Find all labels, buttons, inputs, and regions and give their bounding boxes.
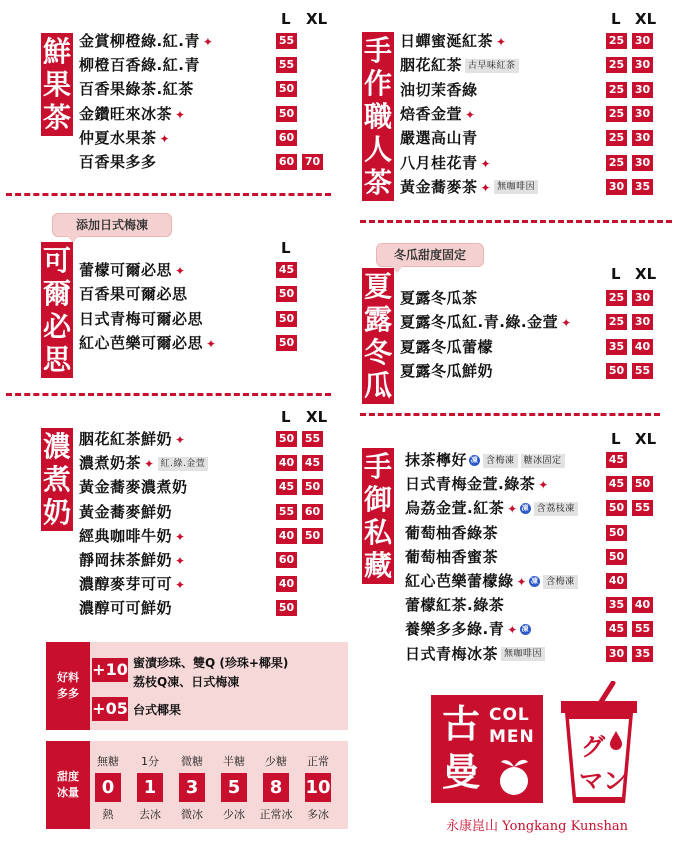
price-xl: 30 [632,82,653,98]
calpis-title [41,242,73,378]
title-char: 可 [42,244,71,277]
price-l: 40 [276,576,297,592]
price-l: 25 [606,57,627,73]
ice-label: 熱 [102,808,114,821]
menu-item-name: 日蟬蜜涎紅茶 [400,32,494,50]
star-icon: ✦ [516,575,528,589]
menu-item[interactable] [79,428,186,450]
menu-item[interactable] [405,570,578,592]
sweetness-label: 甜度 冰量 [46,741,90,829]
menu-item[interactable] [79,259,186,281]
menu-item[interactable] [79,525,186,547]
sweetness-box [46,741,348,829]
star-icon: ✦ [496,35,507,49]
price-l: 50 [276,106,297,122]
star-icon: ✦ [175,433,186,447]
wintermelon-title [362,268,394,404]
price-xl: 55 [302,431,323,447]
sugar-level-box: 0 [95,773,121,802]
price-xl: 55 [632,500,653,516]
menu-item-name: 嚴選高山青 [400,129,478,148]
menu-item[interactable] [79,308,203,330]
star-icon: ✦ [480,180,492,195]
price-xl: 55 [632,621,653,637]
price-xl: 45 [302,455,323,471]
price-l: 50 [276,311,297,327]
divider [6,193,331,196]
price-xl: 35 [632,646,653,662]
price-l: 40 [276,528,297,544]
price-xl: 70 [302,154,323,170]
price-l: 55 [276,57,297,73]
price-l: 45 [606,621,627,637]
star-icon: ✦ [507,623,518,638]
wintermelon-note: 冬瓜甜度固定 [376,243,484,267]
price-xl: 30 [632,314,653,330]
menu-item-name: 黃金蕎麥鮮奶 [79,502,173,521]
price-xl: 40 [632,597,653,613]
sugar-level-box: 3 [179,773,205,802]
topping-price-10: +10 [92,658,128,682]
price-l: 55 [276,33,297,49]
price-l: 45 [276,479,297,495]
price-l: 45 [276,262,297,278]
menu-item-name: 夏露冬瓜鮮奶 [400,361,494,380]
menu-item-name: 日式青梅可爾必思 [79,309,204,328]
price-xl: 35 [632,179,653,195]
menu-item[interactable] [405,618,531,640]
menu-item-name: 胭花紅茶鮮奶 [79,430,173,448]
price-xl: 30 [632,33,653,49]
logo-en-bottom: MEN [489,727,535,747]
item-tag: 古早味紅茶 [465,59,519,73]
title-char: 手 [363,450,392,483]
title-char: 人 [363,133,392,166]
menu-item-name: 八月桂花青 [400,153,478,172]
price-l: 55 [276,504,297,520]
menu-item-name: 百香果可爾必思 [79,285,188,304]
title-char: 濃 [42,430,71,463]
price-l: 60 [276,154,297,170]
ice-label: 正常冰 [259,808,293,821]
menu-item[interactable] [79,452,208,474]
price-l: 35 [606,597,627,613]
topping-desc-10b: 荔枝Q凍、日式梅凍 [133,675,240,689]
title-char: 果 [42,68,71,101]
sugar-label: 半糖 [223,755,245,768]
size-header-l: L [611,10,621,28]
menu-item-name: 紅心芭樂可爾必思 [79,333,204,352]
menu-item[interactable] [400,152,491,174]
title-char: 爾 [42,277,71,310]
price-xl: 30 [632,155,653,171]
menu-item-name: 紅心芭樂蕾檬綠 [405,572,514,590]
divider [360,220,672,223]
price-l: 50 [276,335,297,351]
sugar-label: 少糖 [265,755,287,768]
menu-item-name: 養樂多多綠.青 [405,620,505,639]
menu-item[interactable] [79,103,186,125]
menu-item[interactable] [79,501,172,523]
sugar-label: 1分 [141,755,159,768]
title-char: 作 [363,67,392,100]
menu-item[interactable] [405,546,498,568]
menu-item[interactable] [405,643,545,665]
menu-item[interactable] [400,103,476,125]
star-icon: ✦ [538,478,549,493]
menu-item-name: 仲夏水果茶 [79,128,157,147]
title-char: 思 [42,343,71,376]
menu-item-name: 金鑽旺來冰茶 [79,104,173,123]
title-char: 鮮 [42,35,71,68]
toppings-label: 好料 多多 [46,642,90,730]
price-l: 30 [606,646,627,662]
logo-kanji-top: 古 [441,701,480,746]
title-char: 藏 [363,549,392,582]
item-tag: 含梅凍 [543,575,578,589]
star-icon: ✦ [175,107,186,122]
menu-item[interactable] [79,597,172,619]
star-icon: ✦ [507,502,518,517]
price-xl: 30 [632,290,653,306]
sugar-label: 正常 [307,755,329,768]
menu-item[interactable] [405,594,504,616]
menu-item-name: 夏露冬瓜紅.青.綠.金萱 [400,313,559,332]
title-char: 私 [363,516,392,549]
size-header-xl: XL [635,430,657,448]
logo-location: 永康崑山 Yongkang Kunshan [446,819,628,834]
menu-item[interactable] [79,127,170,149]
menu-item[interactable] [400,30,507,52]
title-char: 手 [363,34,392,67]
price-l: 25 [606,290,627,306]
price-l: 50 [276,81,297,97]
star-icon: ✦ [202,35,214,49]
menu-item[interactable] [79,573,186,595]
star-icon: ✦ [175,578,186,593]
sugar-level-box: 5 [221,773,247,802]
menu-item-name: 葡萄柚香綠茶 [405,523,499,542]
item-tag: 糖冰固定 [521,454,565,468]
logo-kanji-bottom: 曼 [441,749,480,794]
size-header-l: L [611,430,621,448]
menu-item-name: 百香果綠茶.紅茶 [79,80,194,99]
menu-item-name: 蕾檬紅茶.綠茶 [405,596,505,615]
title-char: 必 [42,310,71,343]
logo-kana-bottom: マン [579,767,627,795]
price-l: 25 [606,82,627,98]
milk-title [41,428,73,531]
menu-item-name: 日式青梅冰茶 [405,644,499,663]
menu-item-name: 葡萄柚香蜜茶 [405,547,499,566]
size-header-l: L [611,265,621,283]
price-xl: 30 [632,57,653,73]
menu-item[interactable] [79,476,188,498]
menu-item[interactable] [400,54,519,76]
price-xl: 30 [632,130,653,146]
star-icon: ✦ [159,131,171,146]
menu-item-name: 濃醇麥芽可可 [79,575,173,594]
handmade-title [362,32,394,201]
private-title [362,448,394,584]
menu-item[interactable] [79,283,188,305]
price-l: 50 [606,549,627,565]
size-header-xl: XL [306,10,328,28]
calpis-note: 添加日式梅凍 [52,213,172,237]
menu-item-name: 柳橙百香綠.紅.青 [79,56,200,75]
price-l: 40 [606,573,627,589]
price-l: 50 [606,500,627,516]
menu-item-name: 胭花紅茶 [400,56,463,75]
menu-item-name: 油切茉香綠 [400,80,478,99]
price-l: 45 [606,452,627,468]
menu-item[interactable] [79,30,213,52]
star-icon: ✦ [206,336,217,351]
price-l: 50 [606,363,627,379]
ice-label: 多冰 [307,808,329,821]
title-char: 瓜 [363,369,392,402]
title-char: 茶 [363,166,392,199]
menu-item-name: 焙香金萱 [400,104,463,123]
size-header-l: L [281,239,291,257]
price-l: 35 [606,339,627,355]
menu-item-name: 黃金蕎麥濃煮奶 [79,478,188,497]
size-header-l: L [281,408,291,426]
logo-kana-top: グ [581,733,605,761]
logo-en-top: COL [489,705,530,725]
sugar-label: 微糖 [181,755,203,768]
price-xl: 30 [632,106,653,122]
menu-item-name: 金賞柳橙綠.紅.青 [79,32,200,50]
price-xl: 50 [632,476,653,492]
menu-item[interactable] [400,311,572,333]
logo-drop-icon [609,731,623,751]
menu-item[interactable] [405,522,498,544]
menu-item[interactable] [400,176,538,198]
menu-item[interactable] [400,287,478,309]
menu-item[interactable] [79,549,186,571]
jelly-icon: 凍 [530,577,539,585]
price-xl: 50 [302,528,323,544]
topping-desc-10a: 蜜漬珍珠、雙Q (珍珠+椰果) [133,656,289,670]
star-icon: ✦ [175,554,186,568]
menu-item[interactable] [405,473,549,495]
price-l: 25 [606,33,627,49]
menu-item[interactable] [400,127,478,149]
title-char: 御 [363,483,392,516]
menu-item[interactable] [79,54,200,76]
jelly-icon: 凍 [521,504,530,513]
price-xl: 50 [302,479,323,495]
jelly-icon: 凍 [521,625,530,634]
price-l: 50 [606,525,627,541]
title-char: 夏 [363,270,392,303]
topping-desc-05: 台式椰果 [133,703,182,717]
divider [360,413,660,416]
menu-item-name: 經典咖啡牛奶 [79,526,173,545]
price-l: 50 [276,600,297,616]
sugar-level-box: 8 [263,773,289,802]
price-l: 40 [276,455,297,471]
size-header-xl: XL [635,265,657,283]
size-header-xl: XL [306,408,328,426]
menu-item-name: 夏露冬瓜茶 [400,289,478,307]
size-header-l: L [281,10,291,28]
ice-label: 少冰 [223,808,245,821]
fruit-title [41,33,73,136]
toppings-box [46,642,348,730]
topping-price-05: +05 [92,697,128,721]
menu-item[interactable] [400,336,493,358]
sugar-level-box: 10 [305,773,331,802]
ice-label: 去冰 [139,808,161,821]
menu-item[interactable] [400,79,478,101]
sugar-level-box: 1 [137,773,163,802]
price-l: 30 [606,179,627,195]
title-char: 煮 [42,463,71,496]
logo-fruit-icon [491,753,537,797]
title-char: 職 [363,100,392,133]
price-l: 25 [606,106,627,122]
item-tag: 含荔枝凍 [534,502,578,516]
price-xl: 60 [302,504,323,520]
menu-item-name: 抹茶檸好 [405,451,468,469]
price-xl: 55 [632,363,653,379]
title-char: 茶 [42,101,71,134]
menu-item-name: 百香果多多 [79,153,157,171]
menu-item-name: 日式青梅金萱.綠茶 [405,475,536,494]
menu-item[interactable] [405,497,578,519]
item-tag: 無咖啡因 [494,180,538,194]
price-l: 25 [606,130,627,146]
menu-item-name: 靜岡抹茶鮮奶 [79,551,173,569]
menu-item[interactable] [79,78,194,100]
star-icon: ✦ [144,457,155,472]
title-char: 奶 [42,496,71,529]
item-tag: 紅.綠.金萱 [158,457,209,471]
item-tag: 無咖啡因 [501,647,545,661]
star-icon: ✦ [175,264,186,278]
menu-item[interactable] [400,360,493,382]
price-l: 25 [606,155,627,171]
price-l: 45 [606,476,627,492]
price-xl: 40 [632,339,653,355]
menu-item[interactable] [405,449,565,471]
star-icon: ✦ [561,316,572,331]
menu-item-name: 烏荔金萱.紅茶 [405,499,505,518]
star-icon: ✦ [465,107,476,122]
menu-item[interactable] [79,332,217,354]
price-l: 50 [276,286,297,302]
menu-item[interactable] [79,151,157,173]
menu-item-name: 蕾檬可爾必思 [79,261,173,279]
price-l: 25 [606,314,627,330]
item-tag: 含梅凍 [483,454,518,468]
title-char: 冬 [363,336,392,369]
jelly-icon: 凍 [470,456,479,464]
price-l: 60 [276,552,297,568]
menu-item-name: 黃金蕎麥茶 [400,177,478,196]
size-header-xl: XL [635,10,657,28]
menu-item-name: 濃煮奶茶 [79,454,142,473]
logo [431,695,643,835]
star-icon: ✦ [175,529,186,544]
divider [6,393,331,396]
price-l: 50 [276,431,297,447]
menu-item-name: 夏露冬瓜蕾檬 [400,337,494,356]
star-icon: ✦ [480,156,492,171]
sugar-label: 無糖 [97,755,119,768]
price-l: 60 [276,130,297,146]
ice-label: 微冰 [181,808,203,821]
title-char: 露 [363,303,392,336]
menu-item-name: 濃醇可可鮮奶 [79,599,173,618]
